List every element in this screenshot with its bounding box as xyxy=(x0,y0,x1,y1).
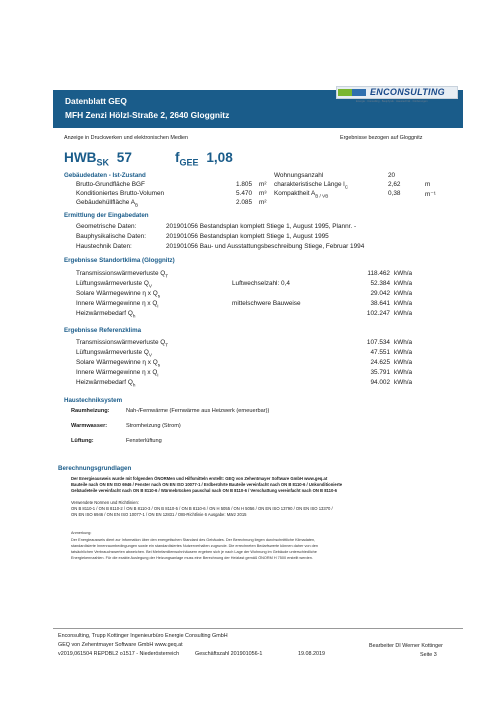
site-row-unit: kWh/a xyxy=(394,270,413,277)
footer-version: v2019,061504 REPDBL2 o1517 - Niederösterreich xyxy=(58,651,180,657)
hwb-kpi xyxy=(64,150,132,168)
site-row-unit: kWh/a xyxy=(394,280,413,287)
hwb-value: 57 xyxy=(116,150,132,165)
building-row-value: 1.805 xyxy=(236,181,252,188)
inputs-heading: Ermittlung der Eingabedaten xyxy=(64,212,149,219)
logo-blue-mark xyxy=(352,89,366,96)
enconsulting-logo xyxy=(336,86,458,104)
remark-text: Der Energieausweis dient zur Information über den energetischen Standard des Gebäudes. Der Berechnung liegen durchschnittliche Klimadaten, xyxy=(71,538,316,542)
logo-name: ENCONSULTING xyxy=(370,87,445,97)
building-right-label: Kompaktheit $A_{B / VB}$ xyxy=(274,190,329,199)
site-row-value: 102.247 xyxy=(366,310,390,317)
building-right-label: Wohnungsanzahl xyxy=(274,172,324,179)
footer-divider xyxy=(53,628,463,629)
basis-text: ON EN ISO 6946 / ON EN ISO 10077-1 / ON EN 12831 / OIB-Richtlinie 6 Ausgabe: März 2015 xyxy=(71,512,247,517)
footer-date: 19.08.2019 xyxy=(298,651,325,657)
footer-company: Enconsulting, Trupp Kottinger Ingenieurbüro Energie Consulting GmbH xyxy=(58,633,228,639)
page-title: Datenblatt GEQ xyxy=(65,96,127,106)
site-row-unit: kWh/a xyxy=(394,300,413,307)
basis-text: ON B 8110-1 / ON B 8110-2 / ON B 8110-3 / ON B 8110-5 / ON B 8110-6 / ON H 5055 / ON H 5056 / ON EN ISO 13790 / ON EN ISO 13370 / xyxy=(71,506,333,511)
building-address: MFH Zenzi Hölzl-Straße 2, 2640 Gloggnitz xyxy=(65,110,230,120)
remark-text: tatsächlichen Verbrauchswerten abweichen. Bei Mehrfamilienwohnhäusern ergeben sich je nach Lage der Wohnung im Gebäude unterschiedliche xyxy=(71,550,317,554)
building-row-label: Gebäudehüllfläche $A_B$ xyxy=(76,199,139,208)
inputs-row-value: 201901056 Bau- und Ausstattungsbeschreibung Stiege, Februar 1994 xyxy=(166,243,365,250)
footer-editor: Bearbeiter DI Werner Kottinger xyxy=(369,643,443,649)
building-right-value: 20 xyxy=(388,172,396,179)
basis-text: Der Energieausweis wurde mit folgenden ÖNORMen und Hilfsmitteln erstellt: GEQ von Zehentmayer Software GmbH www.geq.at xyxy=(71,476,328,481)
building-row-label: Brutto-Grundfläche BGF xyxy=(76,181,145,188)
basis-text: Bauteile nach ON EN ISO 6946 / Fenster nach ON EN ISO 10077-1 / Erdberührte Bauteile vereinfacht nach ON B 8110-6 / Unkonditionierte xyxy=(71,482,343,487)
ref-row-label: Heizwärmebedarf $Q_h$ xyxy=(76,379,136,388)
ref-row-unit: kWh/a xyxy=(394,379,413,386)
site-row-value: 118.462 xyxy=(367,270,390,277)
building-row-unit: m³ xyxy=(259,190,267,197)
building-row-value: 5.470 xyxy=(236,190,252,197)
location-note: Ergebnisse bezogen auf Gloggnitz xyxy=(340,135,423,141)
basis-text: Gebäudeteile vereinfacht nach ON B 8110-6 / Wärmebrücken pauschal nach ON B 8110-6 / Verschattung vereinfacht nach ON B 8110-6 xyxy=(71,488,338,493)
basis-text: Verwendete Normen und Richtlinien: xyxy=(71,500,139,505)
ref-row-value: 47.551 xyxy=(370,349,390,356)
inputs-row-value: 201901056 Bestandsplan komplett Stiege 1, August 1995 xyxy=(166,233,329,240)
basis-heading: Berechnungsgrundlagen xyxy=(58,465,132,472)
building-row-value: 2.085 xyxy=(236,199,252,206)
building-row-unit: m² xyxy=(259,181,267,188)
hvac-row-label: Lüftung: xyxy=(71,438,94,444)
hvac-heading: Haustechniksystem xyxy=(64,397,123,404)
ref-row-label: Lüftungswärmeverluste $Q_V$ xyxy=(76,349,152,358)
site-climate-heading: Ergebnisse Standortklima (Gloggnitz) xyxy=(64,257,175,264)
site-row-label: Heizwärmebedarf $Q_h$ xyxy=(76,310,136,319)
site-row-label: Innere Wärmegewinne η x $Q_i$ xyxy=(76,300,159,309)
ref-row-value: 107.534 xyxy=(366,339,390,346)
fgee-label: f xyxy=(175,150,180,165)
ref-row-value: 35.791 xyxy=(370,369,390,376)
hvac-row-label: Raumheizung: xyxy=(71,408,110,414)
ref-row-unit: kWh/a xyxy=(394,349,413,356)
building-right-value: 2,62 xyxy=(388,181,401,188)
logo-green-mark xyxy=(338,89,352,96)
ref-row-label: Transmissionswärmeverluste $Q_T$ xyxy=(76,339,169,348)
building-heading: Gebäudedaten - Ist-Zustand xyxy=(64,172,146,179)
remark-text: Energiekennzahlen. Für die exakte Auslegung der Heizungsanlage muss eine Berechnung der Heizlast gemäß ÖNORM H 7500 erstellt werden. xyxy=(71,556,313,560)
site-row-unit: kWh/a xyxy=(394,310,413,317)
inputs-row-value: 201901056 Bestandsplan komplett Stiege 1, August 1995, Plannr. - xyxy=(166,223,357,230)
ref-row-label: Solare Wärmegewinne η x $Q_s$ xyxy=(76,359,160,368)
site-row-unit: kWh/a xyxy=(394,290,413,297)
site-row-value: 52.384 xyxy=(370,280,390,287)
ref-row-value: 94.002 xyxy=(370,379,390,386)
inputs-row-label: Bauphysikalische Daten: xyxy=(76,233,146,240)
hvac-row-value: Nah-/Fernwärme (Fernwärme aus Heizwerk (erneuerbar)) xyxy=(126,408,270,414)
footer-page-number: Seite 3 xyxy=(420,652,437,658)
ref-row-unit: kWh/a xyxy=(394,369,413,376)
site-row-value: 29.042 xyxy=(370,290,390,297)
site-row-label: Transmissionswärmeverluste $Q_T$ xyxy=(76,270,169,279)
remark-text: standardisierte Innenraumbedingungen sowie ein standardisiertes Nutzerverhalten zugrunde. Die errechneten Bedarfswerte können daher von den xyxy=(71,544,318,548)
building-right-unit: m⁻¹ xyxy=(425,191,436,198)
site-row-note: Luftwechselzahl: 0,4 xyxy=(232,280,290,287)
fgee-kpi xyxy=(175,150,233,168)
fgee-value: 1,08 xyxy=(206,150,233,165)
remark-title: Anmerkung: xyxy=(71,531,92,535)
site-row-value: 38.641 xyxy=(370,300,390,307)
logo-tagline: Energie · Consulting · Bauphysik · Haustechnik · Förderungen xyxy=(356,100,428,103)
building-row-label: Konditioniertes Brutto-Volumen xyxy=(76,190,165,197)
footer-software: GEQ von Zehentmayer Software GmbH www.geq.at xyxy=(58,642,183,648)
fgee-sub: GEE xyxy=(179,157,199,168)
site-row-note: mittelschwere Bauweise xyxy=(232,300,301,307)
ref-row-value: 24.625 xyxy=(370,359,390,366)
inputs-row-label: Geometrische Daten: xyxy=(76,223,137,230)
ref-row-unit: kWh/a xyxy=(394,359,413,366)
ref-row-label: Innere Wärmegewinne η x $Q_i$ xyxy=(76,369,159,378)
inputs-row-label: Haustechnik Daten: xyxy=(76,243,132,250)
hvac-row-value: Fensterlüftung xyxy=(126,438,162,444)
building-row-unit: m² xyxy=(259,199,267,206)
site-row-label: Lüftungswärmeverluste $Q_V$ xyxy=(76,280,152,289)
building-right-unit: m xyxy=(425,181,431,188)
hvac-row-value: Stromheizung (Strom) xyxy=(126,423,181,429)
hwb-sub: SK xyxy=(96,157,109,168)
building-right-label: charakteristische Länge $l_C$ xyxy=(274,181,349,190)
hwb-label: HWB xyxy=(64,150,97,165)
site-row-label: Solare Wärmegewinne η x $Q_s$ xyxy=(76,290,160,299)
ref-climate-heading: Ergebnisse Referenzklima xyxy=(64,327,142,334)
building-right-value: 0,38 xyxy=(388,190,401,197)
ref-row-unit: kWh/a xyxy=(394,339,413,346)
media-note: Anzeige in Druckwerken und elektronischen Medien xyxy=(64,135,189,141)
footer-file-number: Geschäftszahl 201901056-1 xyxy=(195,651,263,657)
hvac-row-label: Warmwasser: xyxy=(71,423,108,429)
